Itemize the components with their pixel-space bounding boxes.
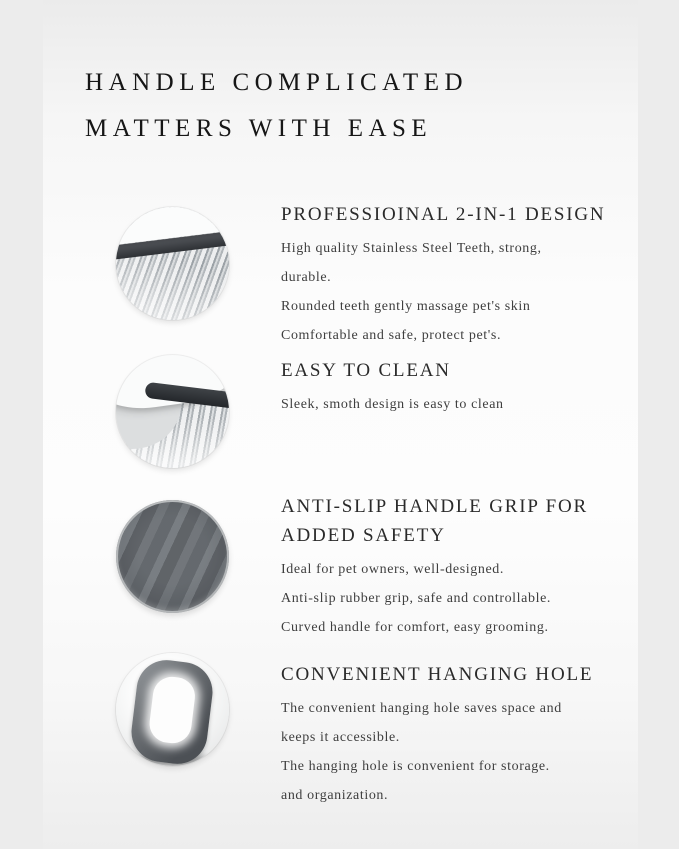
- feature-heading: [281, 356, 621, 385]
- feature-heading: [281, 660, 621, 689]
- feature-body: [281, 390, 621, 419]
- feature-heading: [281, 492, 621, 550]
- feature-text: [281, 660, 621, 810]
- feature-body-line: Rounded teeth gently massage pet's skin: [281, 299, 531, 314]
- feature-text: [281, 200, 621, 350]
- feature-body: [281, 234, 621, 350]
- feature-heading-line: CONVENIENT HANGING HOLE: [281, 664, 594, 685]
- feature-heading-line: ANTI-SLIP HANDLE GRIP FOR: [281, 496, 588, 517]
- page-title-line1: HANDLE COMPLICATED: [85, 69, 469, 96]
- feature-body-line: and organization.: [281, 788, 389, 803]
- feature-text: [281, 492, 621, 642]
- feature-body-line: High quality Stainless Steel Teeth, strong,: [281, 241, 542, 256]
- feature-body: [281, 555, 621, 642]
- handle-end-ring: [128, 657, 216, 766]
- page-title-line2: MATTERS WITH EASE: [85, 115, 433, 142]
- smooth-comb-body-photo: [116, 355, 229, 468]
- hanging-hole: [147, 675, 197, 746]
- feature-body-line: durable.: [281, 270, 332, 285]
- feature-heading: [281, 200, 621, 229]
- steel-teeth-closeup-photo: [116, 207, 229, 320]
- feature-text: [281, 356, 621, 419]
- feature-body-line: Anti-slip rubber grip, safe and controllable.: [281, 591, 551, 606]
- page-title: [85, 60, 468, 152]
- feature-body-line: Comfortable and safe, protect pet's.: [281, 328, 502, 343]
- feature-body-line: The hanging hole is convenient for storage.: [281, 759, 550, 774]
- feature-body: [281, 694, 621, 810]
- rubber-grip-texture-photo: [116, 500, 229, 613]
- feature-heading-line: EASY TO CLEAN: [281, 360, 451, 381]
- feature-heading-line: PROFESSIOINAL 2-IN-1 DESIGN: [281, 204, 606, 225]
- photo-vignette-overlay: [116, 500, 229, 613]
- feature-body-line: keeps it accessible.: [281, 730, 400, 745]
- feature-heading-line: ADDED SAFETY: [281, 525, 446, 546]
- feature-body-line: Curved handle for comfort, easy grooming.: [281, 620, 549, 635]
- feature-body-line: The convenient hanging hole saves space and: [281, 701, 562, 716]
- feature-body-line: Sleek, smoth design is easy to clean: [281, 397, 504, 412]
- hanging-hole-closeup-photo: [116, 653, 229, 766]
- feature-body-line: Ideal for pet owners, well-designed.: [281, 562, 504, 577]
